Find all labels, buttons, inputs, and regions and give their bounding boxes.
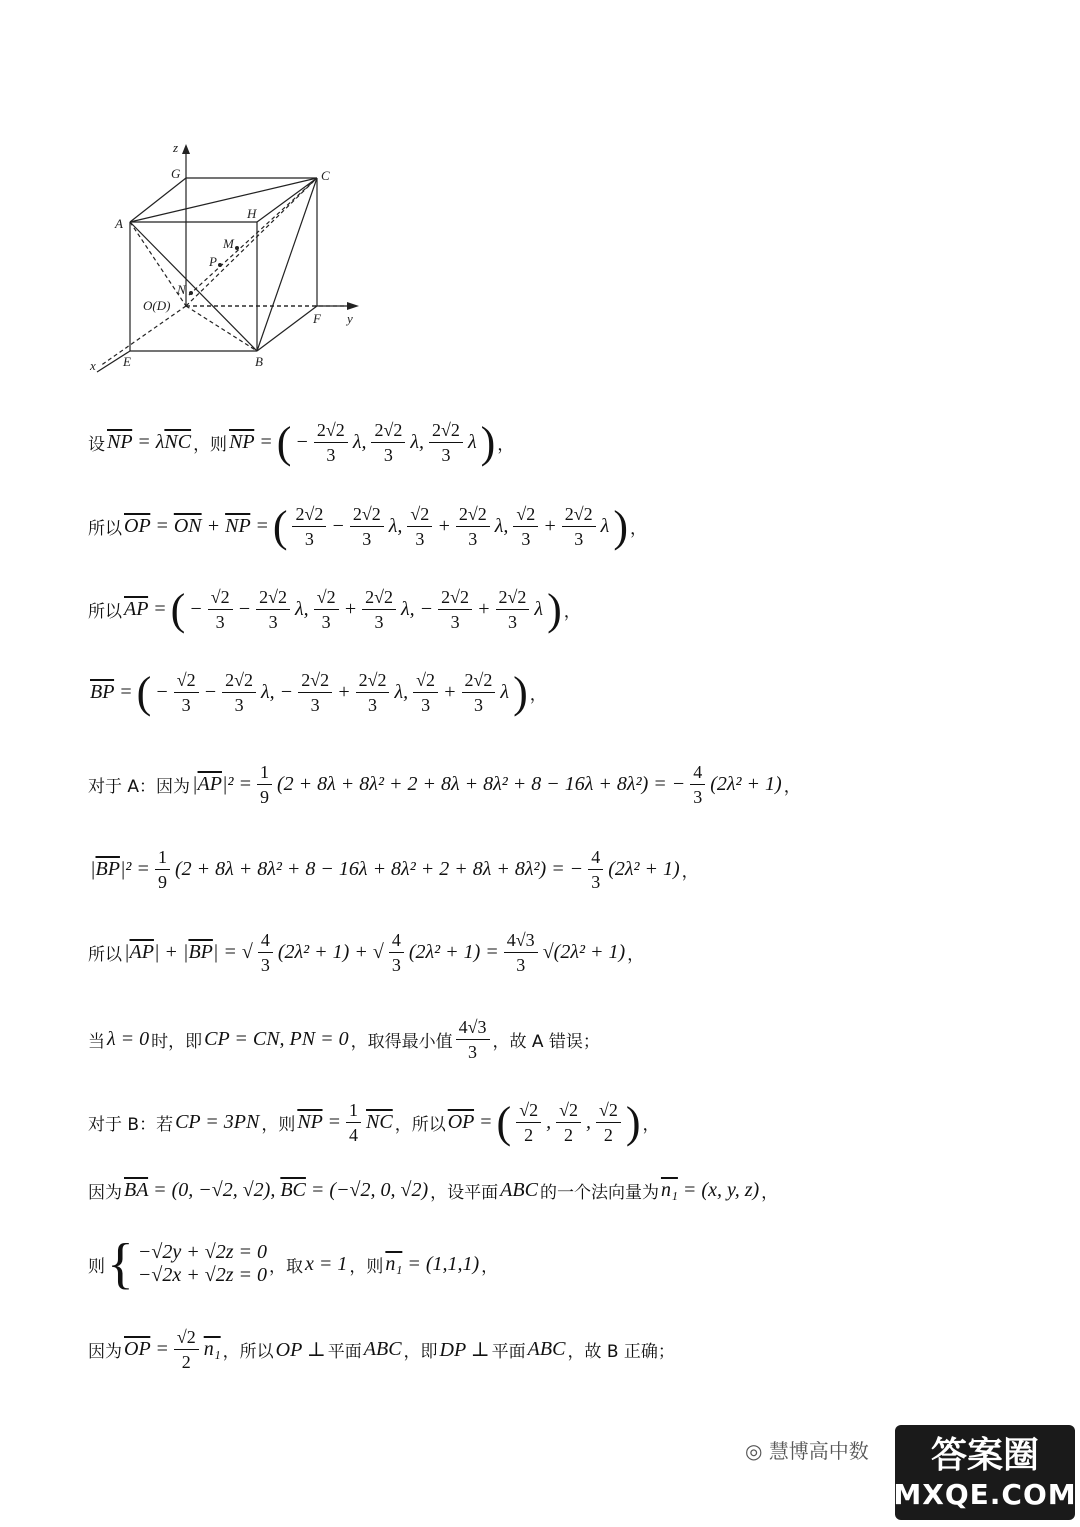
label-x: x (90, 358, 96, 373)
line-3: 所以 $\overline{AP}$ = ( − $\frac{√2}{3}$ − $\frac{2√2}{3}$ λ, $\frac{√2}{3}$ + $\frac{2√2}{3}$ λ, − $\frac{2√2}{3}$ + $\frac{2√2}{3}$ λ ) ， (88, 584, 581, 634)
line-6: $|\overline{BP}|^2$ = $\frac{1}{9}$ (2 + 8λ + 8λ² + 8 − 16λ + 8λ² + 2 + 8λ + 8λ²) = − $\frac{4}{3}$ (2λ² + 1) ， (90, 847, 699, 892)
label-A: A (115, 216, 123, 231)
label-z: z (173, 140, 179, 155)
line-5: 对于 A：因为 $|\overline{AP}|^2$ = $\frac{1}{9}$ (2 + 8λ + 8λ² + 2 + 8λ + 8λ² + 8 − 16λ + 8λ²) = − $\frac{4}{3}$ (2λ² + 1) ， (88, 762, 801, 807)
line-1: 设 $\overline{NP} = \lambda\overline{NC}$ ，则 $\overline{NP}$ = ( − $\frac{2√2}{3}$ λ, $\frac{2√2}{3}$ λ, $\frac{2√2}{3}$ λ ) ， (88, 417, 515, 467)
label-N: N (177, 282, 186, 297)
line-2: 所以 $\overline{OP} = \overline{ON} + \overline{NP}$ = ( $\frac{2√2}{3}$ − $\frac{2√2}{3}$ λ, $\frac{√2}{3}$ + $\frac{2√2}{3}$ λ, $\frac{√2}{3}$ + $\frac{2√2}{3}$ λ ) ， (88, 501, 647, 551)
line-4: $\overline{BP}$ = ( − $\frac{√2}{3}$ − $\frac{2√2}{3}$ λ, − $\frac{2√2}{3}$ + $\frac{2√2}{3}$ λ, $\frac{√2}{3}$ + $\frac{2√2}{3}$ λ ) ， (90, 667, 547, 717)
label-G: G (171, 166, 181, 181)
label-y: y (347, 311, 353, 326)
label-P: P (209, 254, 217, 269)
label-F: F (313, 311, 321, 326)
label-C: C (321, 168, 330, 183)
label-M: M (223, 236, 234, 251)
line-11: 则 { −√2y + √2z = 0 −√2x + √2z = 0 ，取 x = 1 ，则 n₁ = (1,1,1) ， (88, 1233, 499, 1295)
line-7: 所以 $|\overline{AP}| + |\overline{BP}|$ = √ $\frac{4}{3}$ (2λ² + 1) + √ $\frac{4}{3}$ (2λ² + 1) = $\frac{4√3}{3}$ √(2λ² + 1) ， (88, 930, 645, 975)
line-10: 因为 $\overline{BA} = (0$, −√2, √2), $\overline{BC} = (-√2$, 0, √2) ，设平面 ABC 的一个法向量为 n₁ = (x, y, z) ， (88, 1179, 779, 1203)
watermark-channel: ◎ 慧博高中数 (745, 1439, 869, 1463)
label-B: B (255, 354, 263, 369)
label-O: O(D) (143, 298, 171, 313)
watermark-logo: 答案圈 MXQE.COM (895, 1425, 1075, 1520)
line-8: 当 λ = 0 时，即 CP = CN, PN = 0 ，取得最小值 $\frac{4√3}{3}$ ，故 A 错误； (88, 1017, 600, 1062)
line-9: 对于 B：若 CP = 3PN ，则 $\overline{NP}$ = $\frac{1}{4}$ $\overline{NC}$ ，所以 $\overline{OP}$ = ( $\frac{√2}{2}$ , $\frac{√2}{2}$ , $\frac{√2}{2}$ ) ， (88, 1097, 660, 1147)
wechat-icon: ◎ (745, 1439, 763, 1463)
label-H: H (247, 206, 257, 221)
line-12: 因为 $\overline{OP}$ = $\frac{√2}{2}$ n₁ ，所以 OP ⊥ 平面 ABC ，即 DP ⊥ 平面 ABC ，故 B 正确； (88, 1327, 675, 1372)
label-E: E (123, 354, 131, 369)
cube-figure (85, 138, 385, 378)
